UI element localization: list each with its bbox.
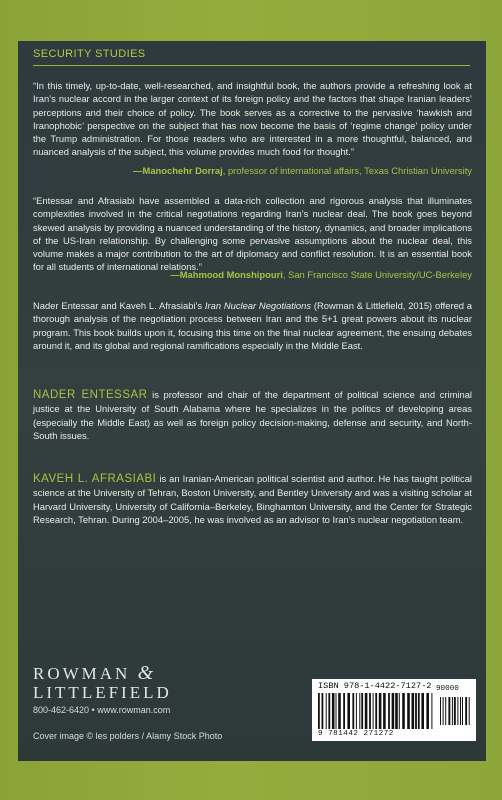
barcode-bar xyxy=(426,693,429,729)
series-label: SECURITY STUDIES xyxy=(33,48,146,60)
barcode-addon-bar xyxy=(462,697,463,725)
publisher-logo xyxy=(33,664,172,702)
barcode-addon-bar xyxy=(445,697,446,725)
barcode-bar xyxy=(365,693,368,729)
author-bio-1 xyxy=(33,388,472,442)
barcode-addon-bar xyxy=(465,697,467,725)
author-1-bio: is professor and chair of the department of political science and criminal justice at the University of South Alabama where he specializes in the politics of developing areas (especially the Middle East) as well as foreign policy decision-making, defense and security, and North-South issues. xyxy=(33,389,472,441)
quote-1-name: —Manochehr Dorraj xyxy=(133,165,223,176)
barcode-bar xyxy=(361,693,363,729)
quote-2-affiliation: , San Francisco State University/UC-Berkeley xyxy=(282,269,472,280)
series-rule xyxy=(33,65,470,66)
barcode-bar xyxy=(375,693,377,729)
publisher-name-line1: ROWMAN xyxy=(33,664,131,683)
price-code: 90000 xyxy=(436,685,459,693)
author-1-name: NADER ENTESSAR xyxy=(33,389,148,401)
barcode-addon-bar xyxy=(448,697,450,725)
barcode-bar xyxy=(399,693,400,729)
barcode-bar xyxy=(338,693,341,729)
quote-2-name: —Mahmood Monshipouri xyxy=(170,269,283,280)
barcode-bar xyxy=(392,693,395,729)
barcode-bars xyxy=(316,693,472,731)
barcode-bar xyxy=(407,693,410,729)
barcode-bar xyxy=(395,693,398,729)
barcode-bar xyxy=(388,693,390,729)
barcode-addon-bar xyxy=(443,697,444,725)
barcode-bar xyxy=(379,693,382,729)
publisher-contact: 800-462-6420 • www.rowman.com xyxy=(33,705,171,715)
barcode-bar xyxy=(369,693,371,729)
barcode-bar xyxy=(431,693,432,729)
barcode-bar xyxy=(347,693,350,729)
book-description xyxy=(33,299,472,352)
barcode-bar xyxy=(336,693,337,729)
quote-1: “In this timely, up-to-date, well-researched, and insightful book, the authors provide a refreshing look at Iran’s nuclear accord in the larger context of its foreign policy and the factors that shape Iranian leaders’ perceptions and their choice of policy. The book serves as a corrective to the pervasive ‘hawkish and Iranophobic’ perspective on the subject that has now become the basis of ‘regime change’ policy under the Trump administration. For those readers who are interested in a more thoughtful, balanced, and nuanced analysis of the subject, this volume provides much food for thought.” xyxy=(33,80,472,158)
quote-2-attribution xyxy=(170,268,472,281)
barcode-bar xyxy=(415,693,417,729)
quote-1-attribution xyxy=(133,164,472,177)
barcode-bar xyxy=(359,693,360,729)
description-body: (Rowman & Littlefield, 2015) offered a thorough analysis of the negotiation process between Iran and the 5+1 great powers about its nuclear program. This book builds upon it, focusing this time on the final nuclear agreement, the ensuing debates around it, and its global and regional ramifications especially in the Middle East. xyxy=(33,300,472,351)
isbn-barcode xyxy=(312,679,476,741)
description-intro: Nader Entessar and Kaveh L. Afrasiabi’s xyxy=(33,300,205,311)
barcode-bar xyxy=(402,693,405,729)
barcode-bar xyxy=(322,693,324,729)
cover-image-credit: Cover image © les polders / Alamy Stock Photo xyxy=(33,731,223,741)
barcode-addon-bar xyxy=(454,697,456,725)
barcode-bar xyxy=(412,693,415,729)
barcode-bar xyxy=(352,693,354,729)
barcode-bar xyxy=(383,693,386,729)
barcode-bar xyxy=(356,693,357,729)
publisher-name-line2: LITTLEFIELD xyxy=(33,683,172,702)
barcode-bar xyxy=(328,693,330,729)
quote-2: “Entessar and Afrasiabi have assembled a data-rich collection and rigorous analysis that illuminates complexities involved in the critical negotiations regarding Iran’s nuclear deal. The book goes beyond skewed analysis by providing a nuanced understanding of the history, dynamics, and broader implications of the US-Iran relationship. By challenging some pervasive assumptions about the nuclear deal, this volume makes a major contribution to the art of diplomacy and conflict resolution. It is an essential book for all students of international relations.” xyxy=(33,195,472,273)
author-2-bio: is an Iranian-American political scientist and author. He has taught political science at the University of Tehran, Boston University, and Bentley University and was a visiting scholar at Harvard University, University of California–Berkeley, Binghamton University, and the Center for Strategic Research, Tehran. During 2004–2005, he was involved as an advisor to Iran’s nuclear negotiation team. xyxy=(33,473,472,525)
publisher-ampersand: & xyxy=(137,662,157,684)
barcode-bar xyxy=(373,693,374,729)
barcode-bar xyxy=(326,693,327,729)
prior-book-title: Iran Nuclear Negotiations xyxy=(204,300,312,311)
author-2-name: KAVEH L. AFRASIABI xyxy=(33,473,157,485)
barcode-bar xyxy=(332,693,335,729)
barcode-addon-bar xyxy=(457,697,458,725)
barcode-bar xyxy=(421,693,424,729)
barcode-addon-bar xyxy=(460,697,461,725)
barcode-addon-bar xyxy=(452,697,453,725)
barcode-bar xyxy=(343,693,345,729)
barcode-bar xyxy=(318,693,320,729)
series-header xyxy=(18,41,486,66)
quote-1-affiliation: , professor of international affairs, Texas Christian University xyxy=(222,165,472,176)
barcode-number: 9 781442 271272 xyxy=(318,730,394,738)
barcode-addon-bar xyxy=(469,697,470,725)
author-bio-2 xyxy=(33,472,472,526)
barcode-bar xyxy=(418,693,420,729)
barcode-addon-bar xyxy=(440,697,441,725)
isbn-text: ISBN 978-1-4422-7127-2 xyxy=(318,681,432,691)
